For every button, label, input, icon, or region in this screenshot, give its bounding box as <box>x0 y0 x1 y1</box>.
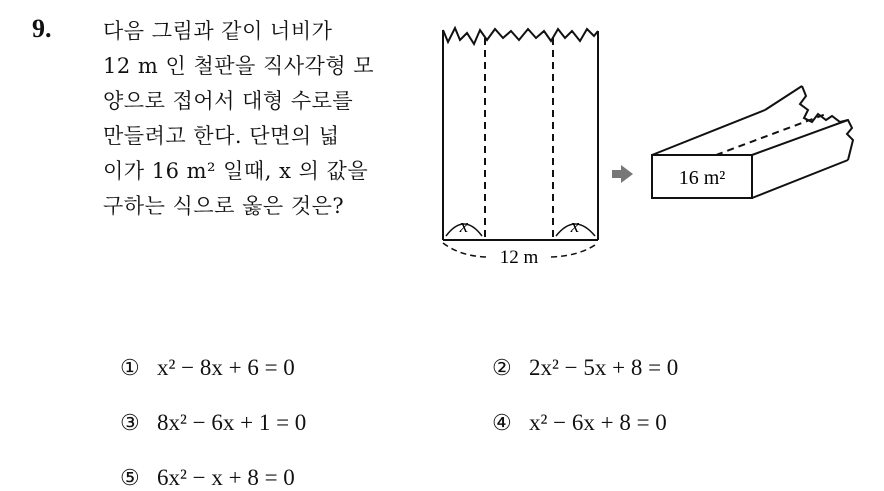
choice-2[interactable] <box>492 355 678 381</box>
choice-4[interactable] <box>492 410 667 436</box>
torn-back-edge <box>800 86 853 160</box>
width-arc-right <box>551 243 598 257</box>
question-line: 다음 그림과 같이 너비가 <box>103 19 333 43</box>
question-number: 9. <box>32 14 52 43</box>
width-label: 12 m <box>499 247 539 268</box>
question-line: 12 m 인 철판을 직사각형 모 <box>103 54 375 78</box>
choice-number: ① <box>120 356 140 381</box>
x-label-right: x <box>570 216 580 237</box>
area-label: 16 m² <box>678 167 726 189</box>
choice-1[interactable] <box>120 355 295 381</box>
choice-5[interactable] <box>120 465 295 491</box>
choice-expression: 8x² − 6x + 1 = 0 <box>157 410 307 435</box>
question-line: 양으로 접어서 대형 수로를 <box>103 89 354 113</box>
arrow-right-icon <box>612 165 633 183</box>
choice-number: ④ <box>492 411 512 436</box>
question-line: 이가 16 m² 일때, x 의 값을 <box>103 159 369 183</box>
torn-top-edge <box>443 28 598 44</box>
question-line: 만들려고 한다. 단면의 넓 <box>103 124 340 148</box>
choice-expression: 6x² − x + 8 = 0 <box>157 465 295 490</box>
width-arc-left <box>443 243 486 257</box>
question-line: 구하는 식으로 옳은 것은? <box>103 194 345 218</box>
choice-number: ③ <box>120 411 140 436</box>
choice-number: ② <box>492 356 512 381</box>
choice-3[interactable] <box>120 410 306 436</box>
choice-expression: 2x² − 5x + 8 = 0 <box>529 355 679 380</box>
x-label-left: x <box>459 216 469 237</box>
choice-expression: x² − 8x + 6 = 0 <box>157 355 295 380</box>
choice-expression: x² − 6x + 8 = 0 <box>529 410 667 435</box>
choice-number: ⑤ <box>120 466 140 491</box>
